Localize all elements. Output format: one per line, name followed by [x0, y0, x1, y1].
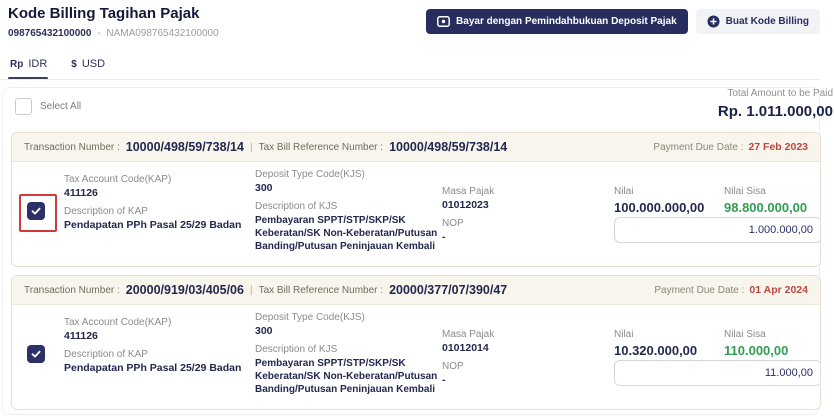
nilai-value: 100.000.000,00	[614, 200, 705, 215]
total-amount-value: Rp. 1.011.000,00	[717, 103, 833, 120]
checkmark-icon	[30, 348, 42, 360]
tax-account-code-value: 411126	[64, 187, 98, 199]
transaction-card-header	[12, 133, 820, 162]
tax-bill-reference-label: Tax Bill Reference Number :	[258, 141, 384, 153]
payment-due-date-value: 01 Apr 2024	[749, 284, 808, 296]
kap-description-label: Description of KAP	[64, 349, 148, 360]
billing-list-container	[2, 87, 833, 415]
tax-bill-reference-label: Tax Bill Reference Number :	[258, 284, 384, 296]
masa-pajak-label: Masa Pajak	[442, 329, 495, 340]
tax-bill-reference-value: 20000/377/07/390/47	[389, 283, 508, 297]
deposit-type-code-label: Deposit Type Code(KJS)	[255, 169, 365, 180]
masa-pajak-column	[442, 186, 542, 250]
nilai-sisa-label: Nilai Sisa	[724, 329, 766, 340]
page-title: Kode Billing Tagihan Pajak	[8, 5, 200, 22]
payment-due-block	[654, 284, 808, 296]
tabs-divider	[0, 79, 820, 80]
payment-due-date-label: Payment Due Date :	[653, 141, 744, 153]
kap-description-value: Pendapatan PPh Pasal 25/29 Badan	[64, 362, 242, 374]
transaction-number-label: Transaction Number :	[24, 141, 120, 153]
tax-account-code-label: Tax Account Code(KAP)	[64, 317, 172, 328]
transaction-card	[11, 132, 821, 267]
pay-with-deposit-button[interactable]	[426, 9, 688, 34]
nop-value: -	[442, 374, 446, 386]
payment-due-block	[653, 141, 808, 153]
create-billing-code-label: Buat Kode Billing	[725, 16, 809, 27]
deposit-type-code-label: Deposit Type Code(KJS)	[255, 312, 365, 323]
nilai-sisa-column	[724, 186, 807, 215]
nilai-sisa-label: Nilai Sisa	[724, 186, 766, 197]
plus-circle-icon	[707, 15, 720, 28]
total-amount-block	[718, 88, 833, 120]
transaction-number-label: Transaction Number :	[24, 284, 120, 296]
kap-description-label: Description of KAP	[64, 206, 148, 217]
nilai-column	[614, 186, 704, 215]
payment-amount-input[interactable]	[614, 360, 821, 386]
transaction-checkbox[interactable]	[27, 202, 45, 220]
tax-account-code-label: Tax Account Code(KAP)	[64, 174, 172, 185]
transaction-card	[11, 275, 821, 410]
nilai-label: Nilai	[614, 186, 634, 197]
nilai-label: Nilai	[614, 329, 634, 340]
npwp-name-separator: -	[97, 28, 101, 39]
nop-label: NOP	[442, 361, 464, 372]
currency-tabs	[10, 58, 105, 70]
nilai-sisa-column	[724, 329, 788, 358]
nop-label: NOP	[442, 218, 464, 229]
header-actions	[426, 9, 820, 34]
tax-bill-reference-value: 10000/498/59/738/14	[389, 140, 508, 154]
kap-description-value: Pendapatan PPh Pasal 25/29 Badan	[64, 219, 242, 231]
masa-pajak-label: Masa Pajak	[442, 186, 495, 197]
nilai-value: 10.320.000,00	[614, 343, 698, 358]
kap-column	[64, 174, 259, 238]
transaction-number-value: 10000/498/59/738/14	[125, 140, 244, 154]
masa-pajak-value: 01012014	[442, 342, 489, 354]
transaction-number-value: 20000/919/03/405/06	[125, 283, 244, 297]
select-all-checkbox[interactable]	[15, 98, 32, 115]
usd-currency-icon: $	[71, 59, 77, 70]
total-amount-label: Total Amount to be Paid	[727, 88, 833, 99]
masa-pajak-column	[442, 329, 542, 393]
nilai-sisa-value: 110.000,00	[724, 343, 789, 358]
payment-amount-input[interactable]	[614, 217, 821, 243]
taxpayer-name: NAMA098765432100000	[106, 28, 219, 39]
nop-value: -	[442, 231, 446, 243]
deposit-type-code-value: 300	[255, 182, 273, 194]
payment-due-date-value: 27 Feb 2023	[748, 141, 808, 153]
nilai-column	[614, 329, 697, 358]
header-separator: |	[249, 141, 253, 153]
deposit-type-code-value: 300	[255, 325, 273, 337]
transaction-identifiers	[24, 283, 507, 297]
deposit-wallet-icon	[437, 16, 450, 27]
select-all-control[interactable]	[15, 98, 81, 115]
kap-column	[64, 317, 259, 381]
kjs-description-value: Pembayaran SPPT/STP/SKP/SK Keberatan/SK Non-Keberatan/Putusan Banding/Putusan Peninjauan Kembali	[255, 358, 438, 395]
idr-currency-icon: Rp	[10, 59, 24, 70]
tab-idr-label: IDR	[28, 58, 48, 70]
checkmark-icon	[30, 205, 42, 217]
masa-pajak-value: 01012023	[442, 199, 489, 211]
select-all-label: Select All	[40, 101, 82, 112]
nilai-sisa-value: 98.800.000,00	[724, 200, 808, 215]
kjs-column	[255, 312, 455, 402]
transaction-card-header	[12, 276, 820, 305]
tax-account-code-value: 411126	[64, 330, 98, 342]
transaction-card-body	[12, 162, 820, 266]
kjs-description-label: Description of KJS	[255, 201, 338, 212]
kjs-column	[255, 169, 455, 259]
transaction-checkbox[interactable]	[27, 345, 45, 363]
payment-due-date-label: Payment Due Date :	[654, 284, 745, 296]
pay-with-deposit-label: Bayar dengan Pemindahbukuan Deposit Pajak	[456, 16, 677, 27]
transaction-card-body	[12, 305, 820, 409]
kjs-description-label: Description of KJS	[255, 344, 338, 355]
npwp-number: 098765432100000	[8, 28, 92, 39]
tab-usd[interactable]	[71, 58, 105, 70]
kjs-description-value: Pembayaran SPPT/STP/SKP/SK Keberatan/SK Non-Keberatan/Putusan Banding/Putusan Peninjauan Kembali	[255, 215, 438, 252]
taxpayer-identity	[8, 28, 219, 39]
create-billing-code-button[interactable]	[696, 9, 820, 34]
header-separator: |	[249, 284, 253, 296]
transaction-identifiers	[24, 140, 507, 154]
tab-idr[interactable]	[10, 58, 47, 70]
tab-usd-label: USD	[81, 58, 106, 70]
